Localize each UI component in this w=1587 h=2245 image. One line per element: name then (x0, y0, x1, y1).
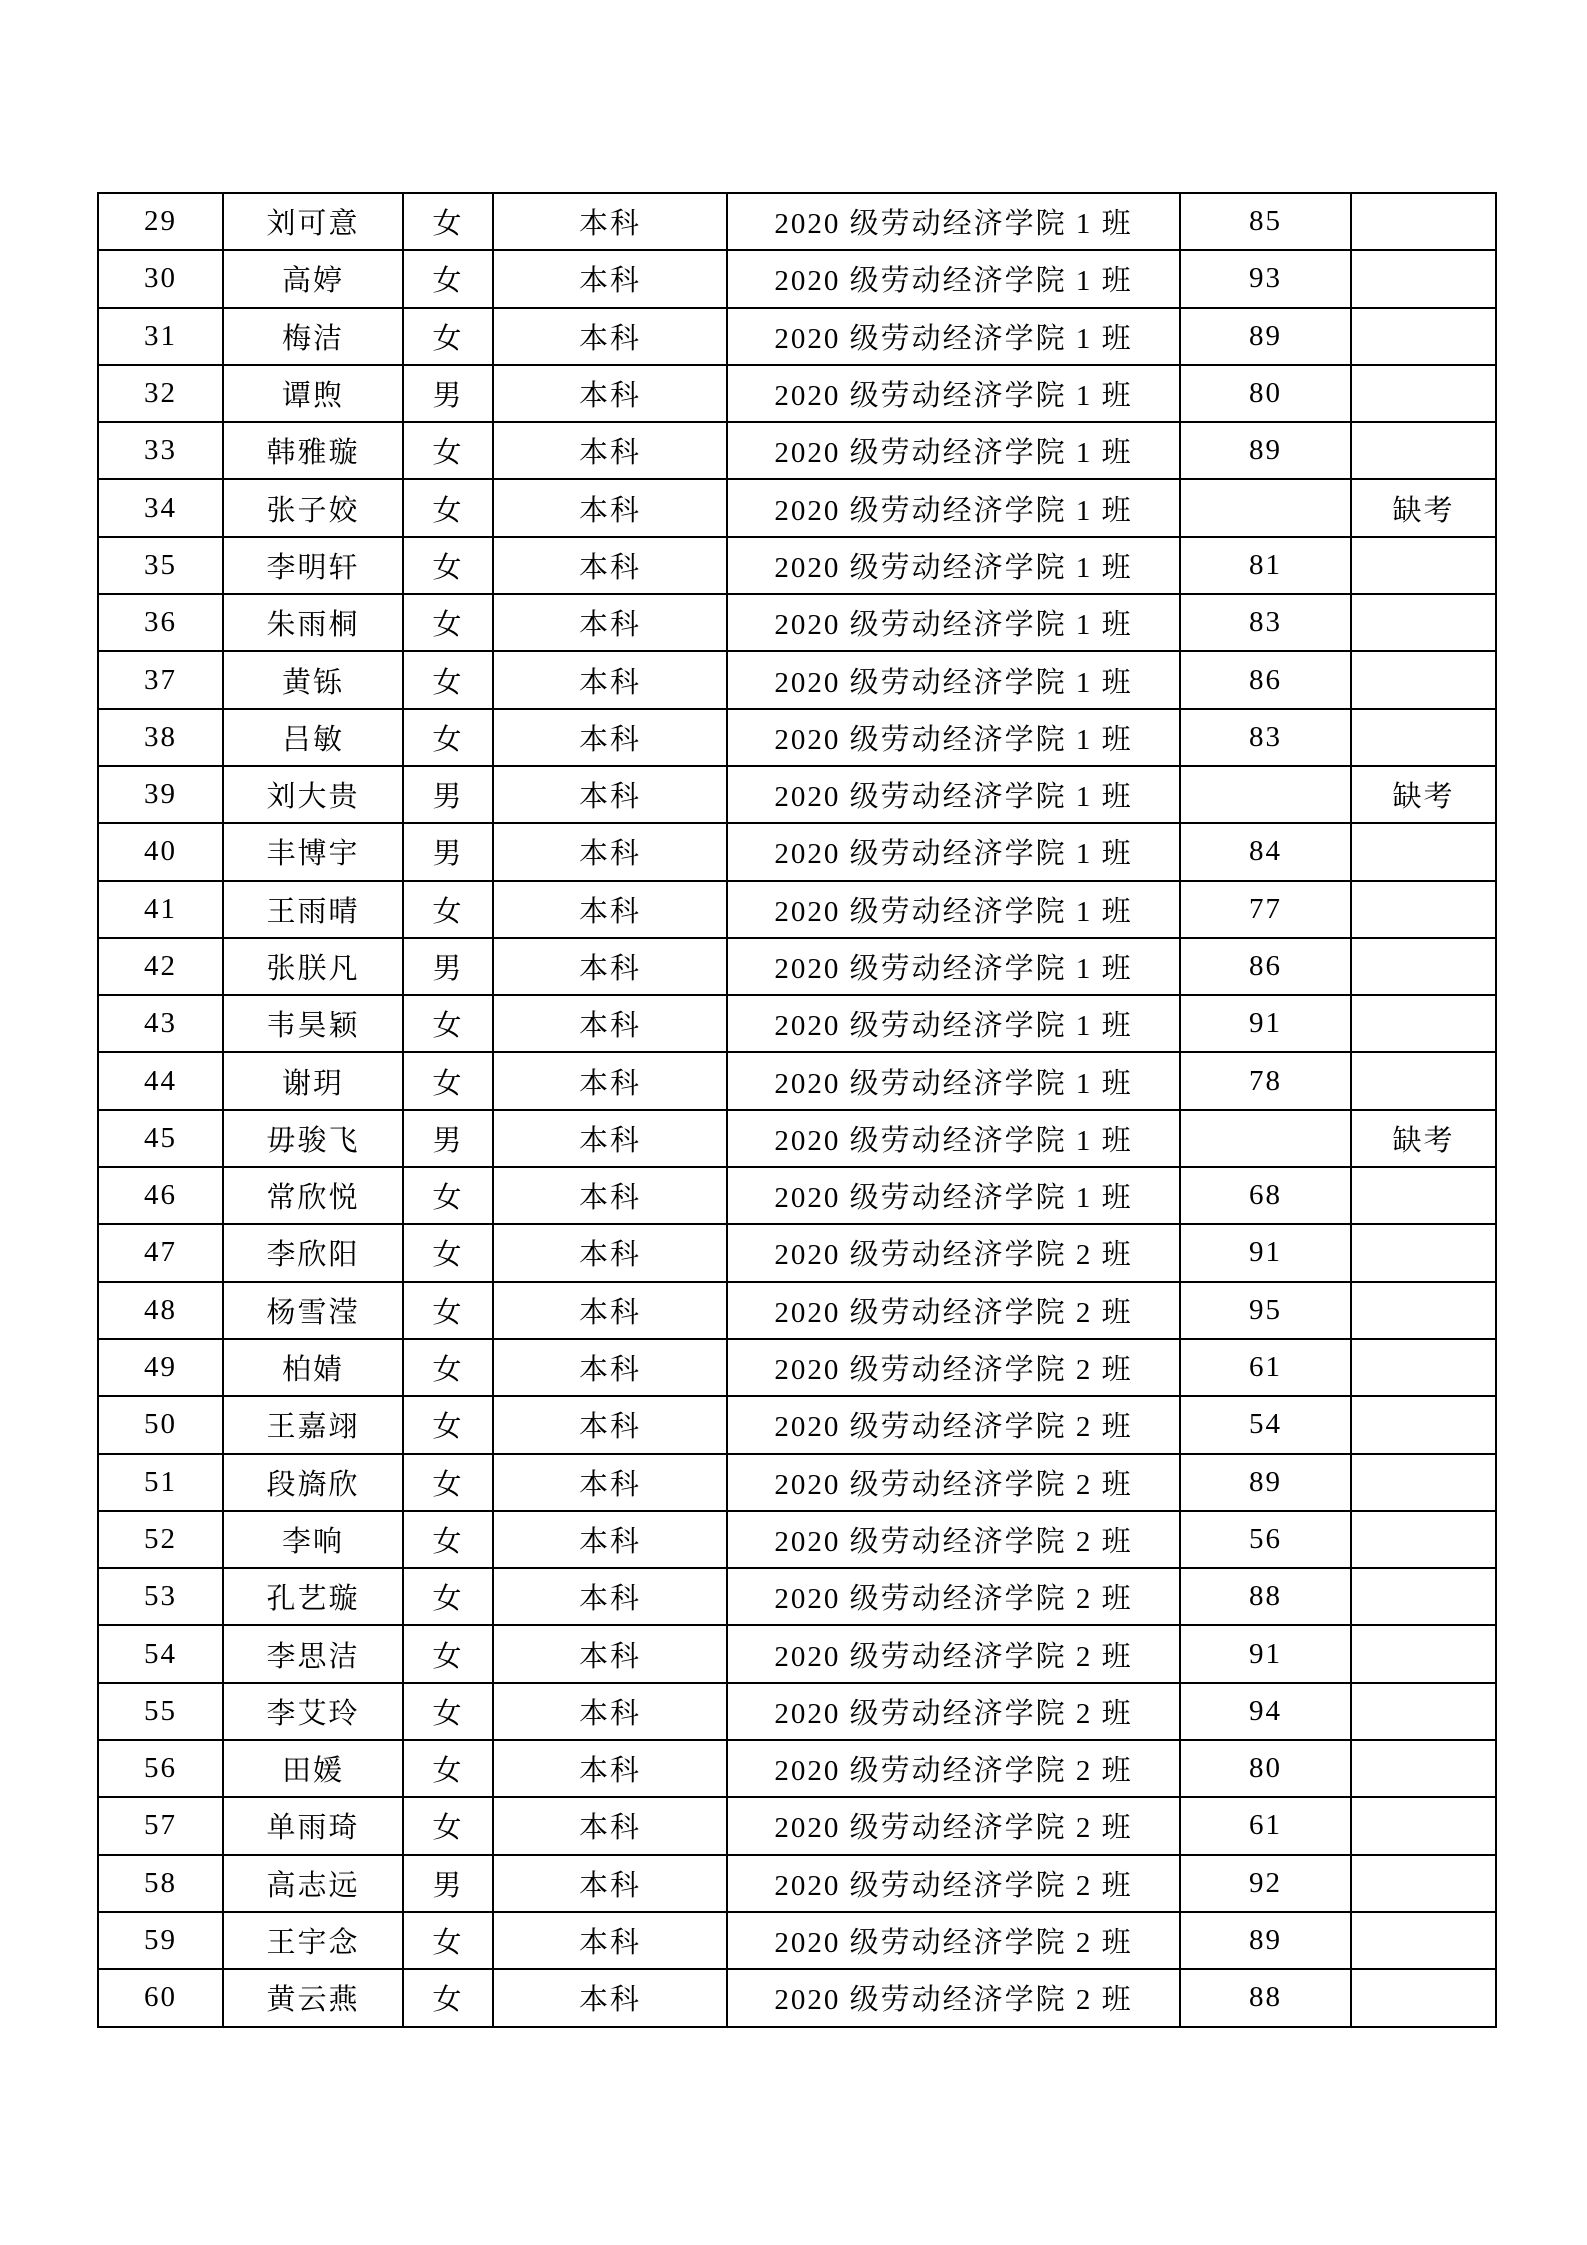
table-row (98, 308, 1496, 365)
cell-gender: 女 (403, 1568, 493, 1625)
cell-no: 30 (98, 250, 223, 307)
table-row (98, 479, 1496, 536)
cell-no: 42 (98, 938, 223, 995)
cell-no: 44 (98, 1052, 223, 1109)
cell-level: 本科 (493, 1396, 727, 1453)
cell-name: 韩雅璇 (223, 422, 403, 479)
cell-level: 本科 (493, 766, 727, 823)
cell-remark (1351, 1797, 1496, 1854)
cell-level: 本科 (493, 250, 727, 307)
cell-class_name: 2020 级劳动经济学院 2 班 (727, 1282, 1180, 1339)
cell-class_name: 2020 级劳动经济学院 1 班 (727, 308, 1180, 365)
cell-level: 本科 (493, 1912, 727, 1969)
cell-no: 58 (98, 1855, 223, 1912)
cell-level: 本科 (493, 1797, 727, 1854)
cell-name: 柏婧 (223, 1339, 403, 1396)
table-row (98, 1969, 1496, 2026)
table-row (98, 823, 1496, 880)
cell-remark (1351, 1855, 1496, 1912)
cell-class_name: 2020 级劳动经济学院 2 班 (727, 1339, 1180, 1396)
cell-score: 94 (1180, 1683, 1351, 1740)
cell-name: 谭煦 (223, 365, 403, 422)
score-table (97, 192, 1497, 2028)
cell-class_name: 2020 级劳动经济学院 2 班 (727, 1740, 1180, 1797)
cell-class_name: 2020 级劳动经济学院 1 班 (727, 709, 1180, 766)
cell-name: 张子姣 (223, 479, 403, 536)
cell-gender: 女 (403, 308, 493, 365)
cell-class_name: 2020 级劳动经济学院 2 班 (727, 1224, 1180, 1281)
cell-score: 91 (1180, 1224, 1351, 1281)
cell-name: 黄铄 (223, 651, 403, 708)
cell-name: 高婷 (223, 250, 403, 307)
cell-score (1180, 1110, 1351, 1167)
cell-level: 本科 (493, 1683, 727, 1740)
cell-name: 王宇念 (223, 1912, 403, 1969)
cell-gender: 女 (403, 594, 493, 651)
table-row (98, 250, 1496, 307)
cell-class_name: 2020 级劳动经济学院 2 班 (727, 1683, 1180, 1740)
cell-gender: 女 (403, 1282, 493, 1339)
cell-class_name: 2020 级劳动经济学院 1 班 (727, 881, 1180, 938)
cell-gender: 女 (403, 1224, 493, 1281)
cell-score: 86 (1180, 651, 1351, 708)
cell-remark (1351, 594, 1496, 651)
cell-class_name: 2020 级劳动经济学院 1 班 (727, 193, 1180, 250)
cell-level: 本科 (493, 1339, 727, 1396)
cell-gender: 女 (403, 1167, 493, 1224)
cell-score: 78 (1180, 1052, 1351, 1109)
cell-score: 89 (1180, 422, 1351, 479)
cell-score: 95 (1180, 1282, 1351, 1339)
cell-score: 93 (1180, 250, 1351, 307)
cell-score: 83 (1180, 594, 1351, 651)
cell-score: 84 (1180, 823, 1351, 880)
cell-class_name: 2020 级劳动经济学院 1 班 (727, 938, 1180, 995)
cell-no: 38 (98, 709, 223, 766)
cell-no: 50 (98, 1396, 223, 1453)
cell-name: 毋骏飞 (223, 1110, 403, 1167)
cell-remark (1351, 651, 1496, 708)
table-row (98, 1396, 1496, 1453)
cell-remark: 缺考 (1351, 766, 1496, 823)
table-row (98, 1339, 1496, 1396)
cell-level: 本科 (493, 1855, 727, 1912)
table-row (98, 1740, 1496, 1797)
cell-remark (1351, 1568, 1496, 1625)
table-row (98, 537, 1496, 594)
cell-name: 李思洁 (223, 1625, 403, 1682)
cell-gender: 女 (403, 1454, 493, 1511)
cell-score: 61 (1180, 1797, 1351, 1854)
cell-gender: 女 (403, 995, 493, 1052)
cell-no: 40 (98, 823, 223, 880)
cell-class_name: 2020 级劳动经济学院 1 班 (727, 365, 1180, 422)
cell-score: 83 (1180, 709, 1351, 766)
cell-score: 54 (1180, 1396, 1351, 1453)
table-row (98, 1282, 1496, 1339)
cell-remark (1351, 1454, 1496, 1511)
cell-no: 47 (98, 1224, 223, 1281)
cell-score: 86 (1180, 938, 1351, 995)
cell-gender: 男 (403, 1855, 493, 1912)
cell-class_name: 2020 级劳动经济学院 1 班 (727, 1167, 1180, 1224)
cell-remark (1351, 422, 1496, 479)
cell-class_name: 2020 级劳动经济学院 1 班 (727, 995, 1180, 1052)
cell-remark (1351, 995, 1496, 1052)
cell-gender: 女 (403, 193, 493, 250)
cell-gender: 女 (403, 1396, 493, 1453)
cell-class_name: 2020 级劳动经济学院 1 班 (727, 766, 1180, 823)
cell-class_name: 2020 级劳动经济学院 2 班 (727, 1568, 1180, 1625)
cell-no: 59 (98, 1912, 223, 1969)
table-row (98, 1167, 1496, 1224)
cell-score: 56 (1180, 1511, 1351, 1568)
cell-name: 朱雨桐 (223, 594, 403, 651)
cell-remark: 缺考 (1351, 1110, 1496, 1167)
cell-remark (1351, 1912, 1496, 1969)
table-row (98, 193, 1496, 250)
cell-name: 刘可意 (223, 193, 403, 250)
cell-remark (1351, 1396, 1496, 1453)
cell-class_name: 2020 级劳动经济学院 1 班 (727, 823, 1180, 880)
cell-no: 32 (98, 365, 223, 422)
cell-no: 37 (98, 651, 223, 708)
cell-name: 梅洁 (223, 308, 403, 365)
cell-class_name: 2020 级劳动经济学院 2 班 (727, 1511, 1180, 1568)
cell-remark (1351, 1625, 1496, 1682)
cell-name: 吕敏 (223, 709, 403, 766)
cell-remark (1351, 1683, 1496, 1740)
cell-level: 本科 (493, 537, 727, 594)
cell-score (1180, 766, 1351, 823)
cell-no: 46 (98, 1167, 223, 1224)
table-row (98, 1855, 1496, 1912)
cell-level: 本科 (493, 594, 727, 651)
cell-no: 43 (98, 995, 223, 1052)
cell-score: 61 (1180, 1339, 1351, 1396)
cell-name: 王雨晴 (223, 881, 403, 938)
cell-class_name: 2020 级劳动经济学院 2 班 (727, 1454, 1180, 1511)
cell-gender: 女 (403, 1912, 493, 1969)
table-row (98, 651, 1496, 708)
cell-level: 本科 (493, 479, 727, 536)
table-row (98, 1511, 1496, 1568)
cell-no: 33 (98, 422, 223, 479)
cell-level: 本科 (493, 1969, 727, 2026)
cell-name: 田媛 (223, 1740, 403, 1797)
cell-level: 本科 (493, 1625, 727, 1682)
cell-gender: 女 (403, 250, 493, 307)
cell-gender: 女 (403, 422, 493, 479)
cell-score: 89 (1180, 1454, 1351, 1511)
cell-class_name: 2020 级劳动经济学院 1 班 (727, 651, 1180, 708)
cell-no: 36 (98, 594, 223, 651)
cell-score: 91 (1180, 1625, 1351, 1682)
cell-no: 49 (98, 1339, 223, 1396)
cell-gender: 女 (403, 709, 493, 766)
cell-level: 本科 (493, 881, 727, 938)
table-row (98, 1052, 1496, 1109)
cell-gender: 女 (403, 1740, 493, 1797)
cell-gender: 女 (403, 1797, 493, 1854)
cell-name: 李欣阳 (223, 1224, 403, 1281)
cell-level: 本科 (493, 709, 727, 766)
cell-remark (1351, 823, 1496, 880)
cell-no: 52 (98, 1511, 223, 1568)
cell-no: 48 (98, 1282, 223, 1339)
cell-remark (1351, 1740, 1496, 1797)
cell-name: 常欣悦 (223, 1167, 403, 1224)
cell-no: 45 (98, 1110, 223, 1167)
cell-no: 29 (98, 193, 223, 250)
cell-score: 92 (1180, 1855, 1351, 1912)
table-row (98, 1683, 1496, 1740)
cell-score: 89 (1180, 1912, 1351, 1969)
table-row (98, 1625, 1496, 1682)
cell-gender: 女 (403, 479, 493, 536)
cell-gender: 男 (403, 365, 493, 422)
cell-no: 60 (98, 1969, 223, 2026)
cell-level: 本科 (493, 422, 727, 479)
cell-level: 本科 (493, 1110, 727, 1167)
cell-remark (1351, 1052, 1496, 1109)
cell-name: 王嘉翊 (223, 1396, 403, 1453)
cell-gender: 女 (403, 537, 493, 594)
cell-no: 56 (98, 1740, 223, 1797)
table-row (98, 1110, 1496, 1167)
cell-name: 段旖欣 (223, 1454, 403, 1511)
cell-level: 本科 (493, 651, 727, 708)
cell-name: 丰博宇 (223, 823, 403, 880)
cell-score (1180, 479, 1351, 536)
cell-no: 57 (98, 1797, 223, 1854)
cell-score: 88 (1180, 1969, 1351, 2026)
cell-score: 80 (1180, 1740, 1351, 1797)
cell-remark (1351, 537, 1496, 594)
cell-remark (1351, 1511, 1496, 1568)
table-row (98, 422, 1496, 479)
score-table-body (98, 193, 1496, 2027)
cell-level: 本科 (493, 1167, 727, 1224)
cell-class_name: 2020 级劳动经济学院 1 班 (727, 479, 1180, 536)
cell-name: 韦昊颖 (223, 995, 403, 1052)
cell-remark (1351, 1969, 1496, 2026)
table-row (98, 1912, 1496, 1969)
cell-no: 53 (98, 1568, 223, 1625)
cell-level: 本科 (493, 1511, 727, 1568)
cell-gender: 女 (403, 881, 493, 938)
cell-level: 本科 (493, 193, 727, 250)
cell-no: 51 (98, 1454, 223, 1511)
cell-level: 本科 (493, 995, 727, 1052)
cell-no: 34 (98, 479, 223, 536)
cell-score: 88 (1180, 1568, 1351, 1625)
cell-remark (1351, 1282, 1496, 1339)
table-row (98, 1454, 1496, 1511)
cell-gender: 女 (403, 1339, 493, 1396)
table-row (98, 1224, 1496, 1281)
cell-level: 本科 (493, 1740, 727, 1797)
cell-class_name: 2020 级劳动经济学院 1 班 (727, 1052, 1180, 1109)
cell-level: 本科 (493, 1568, 727, 1625)
cell-score: 77 (1180, 881, 1351, 938)
cell-no: 39 (98, 766, 223, 823)
cell-gender: 女 (403, 1625, 493, 1682)
cell-remark (1351, 365, 1496, 422)
cell-class_name: 2020 级劳动经济学院 2 班 (727, 1969, 1180, 2026)
cell-level: 本科 (493, 938, 727, 995)
cell-score: 89 (1180, 308, 1351, 365)
cell-name: 黄云燕 (223, 1969, 403, 2026)
cell-level: 本科 (493, 823, 727, 880)
cell-score: 85 (1180, 193, 1351, 250)
cell-name: 谢玥 (223, 1052, 403, 1109)
cell-gender: 女 (403, 1511, 493, 1568)
cell-gender: 男 (403, 938, 493, 995)
cell-gender: 女 (403, 1969, 493, 2026)
cell-no: 54 (98, 1625, 223, 1682)
cell-name: 孔艺璇 (223, 1568, 403, 1625)
cell-gender: 女 (403, 651, 493, 708)
cell-name: 杨雪滢 (223, 1282, 403, 1339)
cell-class_name: 2020 级劳动经济学院 1 班 (727, 250, 1180, 307)
cell-name: 张朕凡 (223, 938, 403, 995)
cell-gender: 男 (403, 766, 493, 823)
cell-remark (1351, 709, 1496, 766)
cell-remark (1351, 1167, 1496, 1224)
cell-level: 本科 (493, 1282, 727, 1339)
cell-name: 高志远 (223, 1855, 403, 1912)
cell-level: 本科 (493, 308, 727, 365)
cell-no: 55 (98, 1683, 223, 1740)
cell-level: 本科 (493, 1052, 727, 1109)
table-row (98, 881, 1496, 938)
table-row (98, 365, 1496, 422)
cell-no: 35 (98, 537, 223, 594)
table-row (98, 594, 1496, 651)
cell-remark (1351, 1339, 1496, 1396)
table-row (98, 766, 1496, 823)
cell-class_name: 2020 级劳动经济学院 2 班 (727, 1797, 1180, 1854)
cell-remark (1351, 881, 1496, 938)
cell-score: 91 (1180, 995, 1351, 1052)
cell-level: 本科 (493, 1454, 727, 1511)
table-row (98, 709, 1496, 766)
cell-name: 刘大贵 (223, 766, 403, 823)
cell-remark (1351, 938, 1496, 995)
cell-gender: 女 (403, 1683, 493, 1740)
cell-remark (1351, 250, 1496, 307)
cell-class_name: 2020 级劳动经济学院 2 班 (727, 1855, 1180, 1912)
cell-gender: 男 (403, 823, 493, 880)
cell-class_name: 2020 级劳动经济学院 2 班 (727, 1396, 1180, 1453)
cell-name: 李艾玲 (223, 1683, 403, 1740)
table-row (98, 938, 1496, 995)
cell-remark (1351, 1224, 1496, 1281)
cell-score: 81 (1180, 537, 1351, 594)
cell-class_name: 2020 级劳动经济学院 1 班 (727, 422, 1180, 479)
table-row (98, 995, 1496, 1052)
table-row (98, 1568, 1496, 1625)
cell-class_name: 2020 级劳动经济学院 1 班 (727, 594, 1180, 651)
cell-name: 单雨琦 (223, 1797, 403, 1854)
cell-no: 41 (98, 881, 223, 938)
cell-score: 68 (1180, 1167, 1351, 1224)
cell-name: 李响 (223, 1511, 403, 1568)
cell-name: 李明轩 (223, 537, 403, 594)
cell-remark (1351, 308, 1496, 365)
cell-gender: 女 (403, 1052, 493, 1109)
cell-no: 31 (98, 308, 223, 365)
cell-class_name: 2020 级劳动经济学院 2 班 (727, 1625, 1180, 1682)
cell-level: 本科 (493, 1224, 727, 1281)
cell-class_name: 2020 级劳动经济学院 1 班 (727, 537, 1180, 594)
table-row (98, 1797, 1496, 1854)
cell-class_name: 2020 级劳动经济学院 1 班 (727, 1110, 1180, 1167)
cell-class_name: 2020 级劳动经济学院 2 班 (727, 1912, 1180, 1969)
cell-gender: 男 (403, 1110, 493, 1167)
cell-remark (1351, 193, 1496, 250)
cell-level: 本科 (493, 365, 727, 422)
cell-remark: 缺考 (1351, 479, 1496, 536)
cell-score: 80 (1180, 365, 1351, 422)
